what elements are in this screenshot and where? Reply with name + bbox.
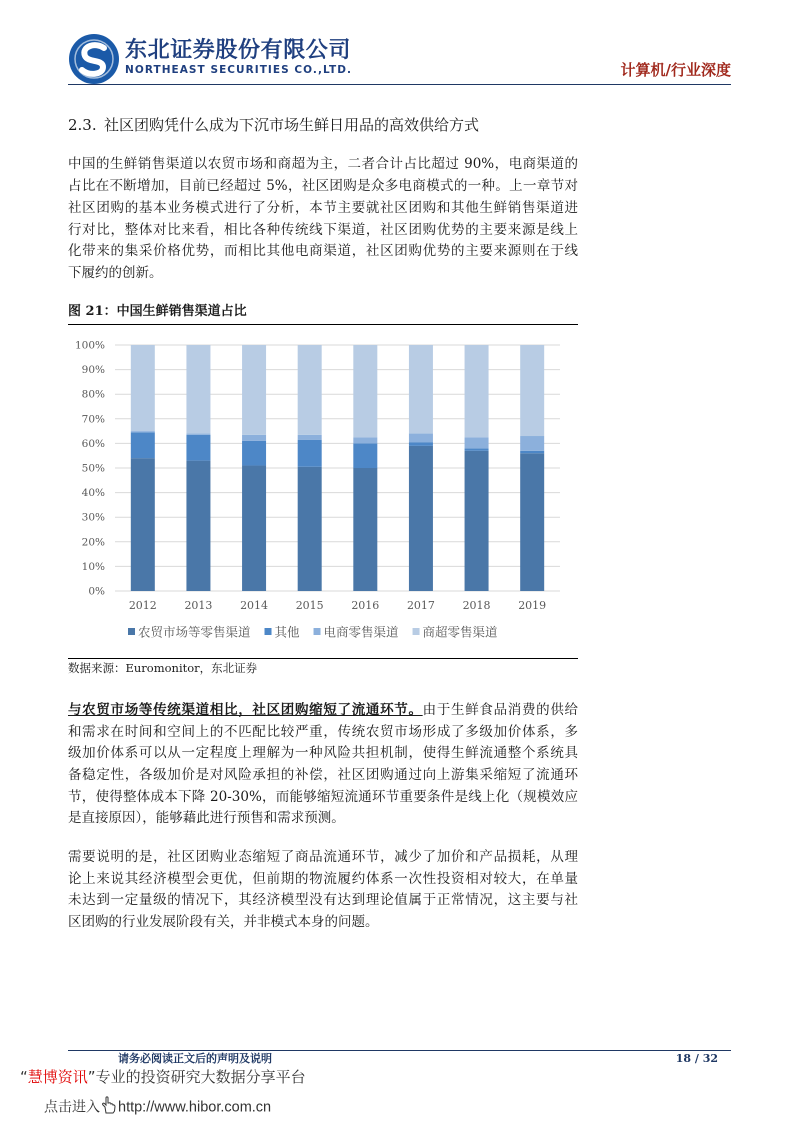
bar-segment-2019-series-1 [520, 453, 544, 591]
quote-close: ” [87, 1068, 96, 1086]
bar-segment-2019-series-4 [520, 345, 544, 436]
bar-segment-2013-series-1 [186, 461, 210, 591]
header-divider [68, 84, 731, 85]
paragraph-lead: 与农贸市场等传统渠道相比，社区团购缩短了流通环节。 [68, 702, 423, 718]
legend-label: 农贸市场等零售渠道 [138, 624, 251, 640]
x-tick-label: 2015 [295, 599, 324, 612]
section-heading [68, 115, 479, 135]
paragraph-line: 中国的生鲜销售渠道以农贸市场和商超为主，二者合计占比超过 90%，电商渠道的 [68, 156, 578, 172]
y-tick-label: 10% [81, 560, 105, 573]
bar-segment-2015-series-4 [298, 345, 322, 435]
company-name-en: NORTHEAST SECURITIES CO.,LTD. [125, 64, 353, 76]
paragraph-line: 未达到一定量级的情况下，其经济模型没有达到理论值属于正常情况，这主要与社 [68, 892, 578, 908]
legend-swatch [265, 628, 272, 635]
stacked-bar-chart [68, 335, 578, 650]
footer-disclaimer: 请务必阅读正文后的声明及说明 [118, 1052, 272, 1065]
bar-segment-2018-series-3 [465, 437, 489, 448]
x-tick-label: 2016 [351, 599, 380, 612]
x-tick-label: 2017 [406, 599, 435, 612]
x-tick-label: 2012 [128, 599, 157, 612]
paragraph-line: 社区团购的基本业务模式进行了分析，本节主要就社区团购和其他生鲜销售渠道进 [68, 200, 578, 216]
quote-open: “ [20, 1068, 28, 1086]
y-tick-label: 90% [81, 364, 105, 377]
bar-segment-2015-series-2 [298, 440, 322, 467]
bar-segment-2019-series-2 [520, 451, 544, 453]
legend-swatch [413, 628, 420, 635]
paragraph-line: 论上来说其经济模型会更优，但前期的物流履约体系一次性投资相对较大，在单量 [68, 871, 578, 887]
x-tick-label: 2013 [184, 599, 213, 612]
bar-segment-2016-series-1 [353, 468, 377, 591]
y-tick-label: 40% [81, 487, 105, 500]
bar-segment-2017-series-1 [409, 446, 433, 591]
y-tick-label: 0% [88, 585, 105, 598]
watermark-slogan [20, 1068, 306, 1086]
paragraph-line: 化带来的集采价格优势，而相比其他电商渠道，社区团购优势的主要来源则在于线 [68, 243, 578, 259]
bar-segment-2015-series-3 [298, 435, 322, 440]
y-tick-label: 60% [81, 437, 105, 450]
y-tick-label: 20% [81, 536, 105, 549]
bar-segment-2013-series-2 [186, 435, 210, 461]
bar-segment-2012-series-1 [131, 458, 155, 591]
paragraph-line: 和需求在时间和空间上的不匹配比较严重，传统农贸市场形成了多级加价体系，多 [68, 724, 578, 740]
paragraph-line [68, 699, 578, 721]
watermark-link-row [44, 1096, 271, 1119]
bar-segment-2014-series-3 [242, 435, 266, 441]
report-type: 计算机/行业深度 [620, 61, 731, 79]
paragraph-line: 占比在不断增加，目前已经超过 5%，社区团购是众多电商模式的一种。上一章节对 [68, 178, 578, 194]
bar-segment-2019-series-3 [520, 436, 544, 451]
bar-segment-2014-series-2 [242, 441, 266, 466]
paragraph-line: 下履约的创新。 [68, 265, 163, 281]
bar-segment-2012-series-4 [131, 345, 155, 431]
legend-label: 其他 [274, 624, 300, 640]
x-tick-label: 2018 [462, 599, 491, 612]
y-tick-label: 80% [81, 388, 105, 401]
paragraph-line: 是直接原因），能够藉此进行预售和需求预测。 [68, 810, 345, 826]
bar-segment-2016-series-3 [353, 437, 377, 443]
bar-segment-2018-series-2 [465, 448, 489, 450]
bar-segment-2014-series-4 [242, 345, 266, 435]
bar-segment-2017-series-4 [409, 345, 433, 434]
section-title: 社区团购凭什么成为下沉市场生鲜日用品的高效供给方式 [104, 116, 480, 134]
company-name-cn: 东北证券股份有限公司 [125, 38, 352, 63]
bar-segment-2013-series-4 [186, 345, 210, 434]
y-tick-label: 100% [74, 339, 105, 352]
watermark-brand: 慧博资讯 [27, 1068, 88, 1086]
paragraph-line: 需要说明的是，社区团购业态缩短了商品流通环节，减少了加价和产品损耗，从理 [68, 849, 578, 865]
bar-segment-2018-series-4 [465, 345, 489, 437]
bar-segment-2014-series-1 [242, 466, 266, 591]
bar-segment-2015-series-1 [298, 467, 322, 591]
watermark-cta[interactable]: 点击进入 [44, 1099, 100, 1116]
watermark-slogan-text: 专业的投资研究大数据分享平台 [95, 1068, 306, 1086]
bar-segment-2016-series-4 [353, 345, 377, 437]
figure-title-rule [68, 324, 578, 325]
bar-segment-2016-series-2 [353, 443, 377, 468]
y-tick-label: 70% [81, 413, 105, 426]
bar-segment-2013-series-3 [186, 434, 210, 435]
paragraph-line: 节，使得整体成本下降 20-30%，而能够缩短流通环节重要条件是线上化（规模效应 [68, 789, 578, 805]
legend-label: 商超零售渠道 [422, 624, 498, 640]
legend-swatch [128, 628, 135, 635]
paragraph-line: 级加价体系可以从一定程度上理解为一种风险共担机制，使得生鲜流通整个系统具 [68, 745, 578, 761]
bar-segment-2017-series-2 [409, 442, 433, 446]
legend-swatch [314, 628, 321, 635]
paragraph-line: 区团购的行业发展阶段有关，并非模式本身的问题。 [68, 914, 379, 930]
figure-source-rule [68, 658, 578, 659]
footer-divider [68, 1050, 731, 1051]
bar-segment-2012-series-3 [131, 431, 155, 432]
legend-label: 电商零售渠道 [323, 624, 399, 640]
bar-segment-2018-series-1 [465, 451, 489, 591]
y-tick-label: 30% [81, 511, 105, 524]
figure-source: 数据来源：Euromonitor，东北证券 [68, 661, 258, 675]
paragraph-line-rest: 由于生鲜食品消费的供给 [422, 702, 578, 718]
paragraph-line: 行对比，整体对比来看，相比各种传统线下渠道，社区团购优势的主要来源是线上 [68, 222, 578, 238]
figure-title: 图 21：中国生鲜销售渠道占比 [68, 304, 247, 319]
bar-segment-2017-series-3 [409, 434, 433, 443]
hand-pointer-icon [102, 1096, 116, 1119]
paragraph-line: 备稳定性，各级加价是对风险承担的补偿，社区团购通过向上游集采缩短了流通环 [68, 767, 578, 783]
bar-segment-2012-series-2 [131, 432, 155, 458]
x-tick-label: 2019 [518, 599, 547, 612]
section-number: 2.3. [68, 116, 97, 134]
page-number: 18 / 32 [675, 1052, 718, 1065]
company-logo [68, 33, 120, 85]
watermark-url-link[interactable]: http://www.hibor.com.cn [118, 1099, 272, 1116]
y-tick-label: 50% [81, 462, 105, 475]
x-tick-label: 2014 [240, 599, 269, 612]
